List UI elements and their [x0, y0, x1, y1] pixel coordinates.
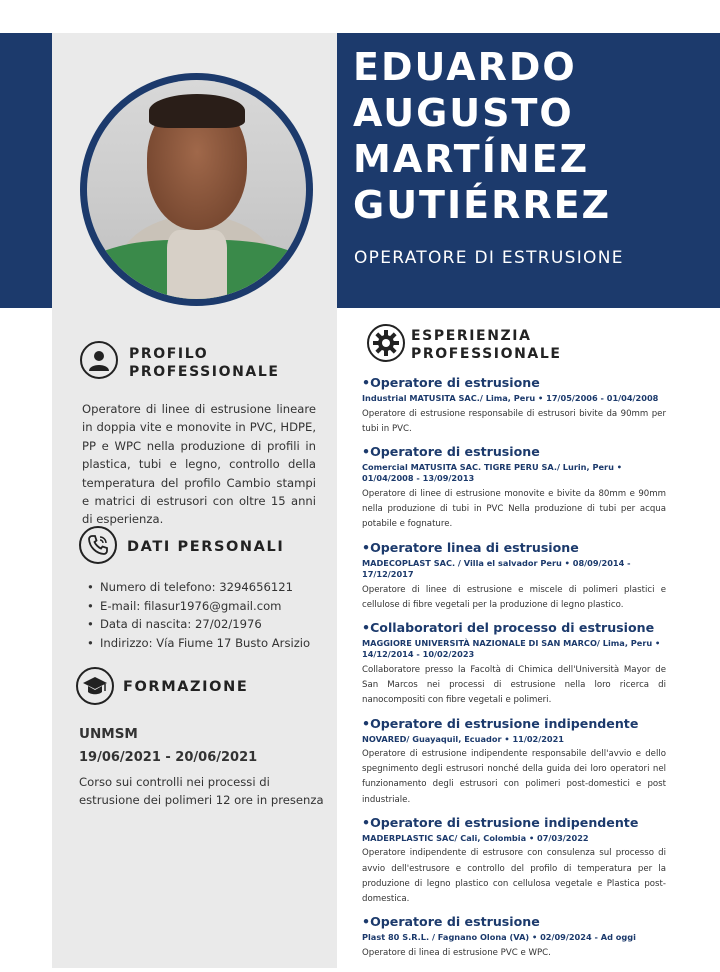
candidate-name	[353, 44, 713, 228]
personal-section-title: DATI PERSONALI	[127, 539, 285, 555]
experience-title-line-2: PROFESSIONALE	[411, 346, 562, 362]
experience-item	[362, 913, 666, 961]
job-company: Plast 80 S.R.L. / Fagnano Olona (VA) • 02/09/2024 - Ad oggi	[362, 932, 636, 943]
job-title: • Operatore di estrusione	[362, 443, 666, 460]
graduation-cap-icon	[76, 667, 114, 705]
experience-item	[362, 715, 666, 808]
experience-item	[362, 539, 666, 613]
job-description: Operatore di estrusione indipendente responsabile dell'avvio e dello spegnimento degli estrusori nonché della guida dei loro operatori nel funzionamento degli estrusori con polimeri post-domestici e post industriale.	[362, 749, 666, 805]
job-description: Operatore di estrusione responsabile di estrusori bivite da 90mm per tubi in PVC.	[362, 408, 666, 434]
profile-title-line-1: PROFILO	[129, 346, 209, 362]
profile-photo	[80, 73, 313, 306]
user-icon	[80, 341, 118, 379]
education-school: UNMSM	[79, 726, 138, 742]
job-title: • Operatore di estrusione indipendente	[362, 715, 666, 732]
personal-info-list	[84, 578, 310, 652]
experience-list	[362, 374, 666, 967]
name-line-2: AUGUSTO	[353, 91, 574, 135]
phone-icon	[79, 526, 117, 564]
experience-item	[362, 619, 666, 709]
personal-email: • E-mail: filasur1976@gmail.com	[84, 597, 310, 616]
job-title: • Operatore di estrusione	[362, 374, 666, 391]
personal-address: • Indirizzo: Vía Fiume 17 Busto Arsizio	[84, 634, 310, 653]
experience-section-title	[411, 327, 562, 363]
experience-item	[362, 814, 666, 907]
personal-birthdate: • Data di nascita: 27/02/1976	[84, 615, 310, 634]
job-description: Operatore di linee di estrusione monovite e bivite da 80mm e 90mm nella produzione di tubi in PVC Nella produzione di tubi per acqua potabile e fognature.	[362, 488, 666, 530]
job-title: • Collaboratori del processo di estrusione	[362, 619, 666, 636]
name-line-3: MARTÍNEZ	[353, 137, 590, 181]
experience-item	[362, 374, 666, 437]
education-description: Corso sui controlli nei processi di estrusione dei polimeri 12 ore in presenza	[79, 775, 324, 808]
job-title: • Operatore di estrusione	[362, 913, 666, 930]
job-description: Operatore di linee di estrusione e miscele di polimeri plastici e cellulose di fibre vegetali per la produzione di legno plastico.	[362, 584, 666, 610]
name-line-4: GUTIÉRREZ	[353, 183, 612, 227]
job-company: Industrial MATUSITA SAC./ Lima, Peru • 17/05/2006 - 01/04/2008	[362, 393, 659, 403]
gear-icon	[367, 324, 405, 362]
job-company: MADECOPLAST SAC. / Villa el salvador Peru • 08/09/2014 - 17/12/2017	[362, 557, 631, 580]
job-company: MADERPLASTIC SAC/ Cali, Colombia • 07/03/2022	[362, 832, 589, 843]
personal-phone: • Numero di telefono: 3294656121	[84, 578, 310, 597]
education-dates: 19/06/2021 - 20/06/2021	[79, 750, 258, 765]
photo-portrait	[87, 80, 306, 299]
profile-section-title	[129, 345, 280, 381]
job-description: Operatore indipendente di estrusore con consulenza sul processo di avvio dell'estrusore e controllo del profilo di temperatura per la produzione di legno plastico con cellulosa vegetale e Plastica post-domestica.	[362, 848, 666, 904]
job-company: Comercial MATUSITA SAC. TIGRE PERU SA./ Lurin, Peru • 01/04/2008 - 13/09/2013	[362, 461, 622, 484]
experience-title-line-1: ESPERIENZIA	[411, 328, 532, 344]
experience-item	[362, 443, 666, 533]
job-title: • Operatore di estrusione indipendente	[362, 814, 666, 831]
profile-text: Operatore di linee di estrusione lineare in doppia vite e monovite in PVC, HDPE, PP e WPC nella produzione di profili in plastica, tubi e legno, controllo della temperatura del profilo Cambio stampi e matrici di estrusori con oltre 15 anni di esperienza.	[82, 402, 316, 527]
job-description: Operatore di linea di estrusione PVC e WPC.	[362, 947, 551, 958]
education-section-title: FORMAZIONE	[123, 679, 249, 695]
profile-title-line-2: PROFESSIONALE	[129, 364, 280, 380]
name-line-1: EDUARDO	[353, 45, 577, 89]
job-description: Collaboratore presso la Facoltà di Chimica dell'Università Mayor de San Marcos nei processi di estrusione nella loro ricerca di nanocompositi con fibre vegetali e polimeri.	[362, 664, 666, 706]
job-company: NOVARED/ Guayaquil, Ecuador • 11/02/2021	[362, 733, 565, 744]
job-role: OPERATORE DI ESTRUSIONE	[354, 248, 624, 268]
job-title: • Operatore linea di estrusione	[362, 539, 666, 556]
job-company: MAGGIORE UNIVERSITÀ NAZIONALE DI SAN MARCO/ Lima, Peru • 14/12/2014 - 10/02/2023	[362, 637, 661, 660]
